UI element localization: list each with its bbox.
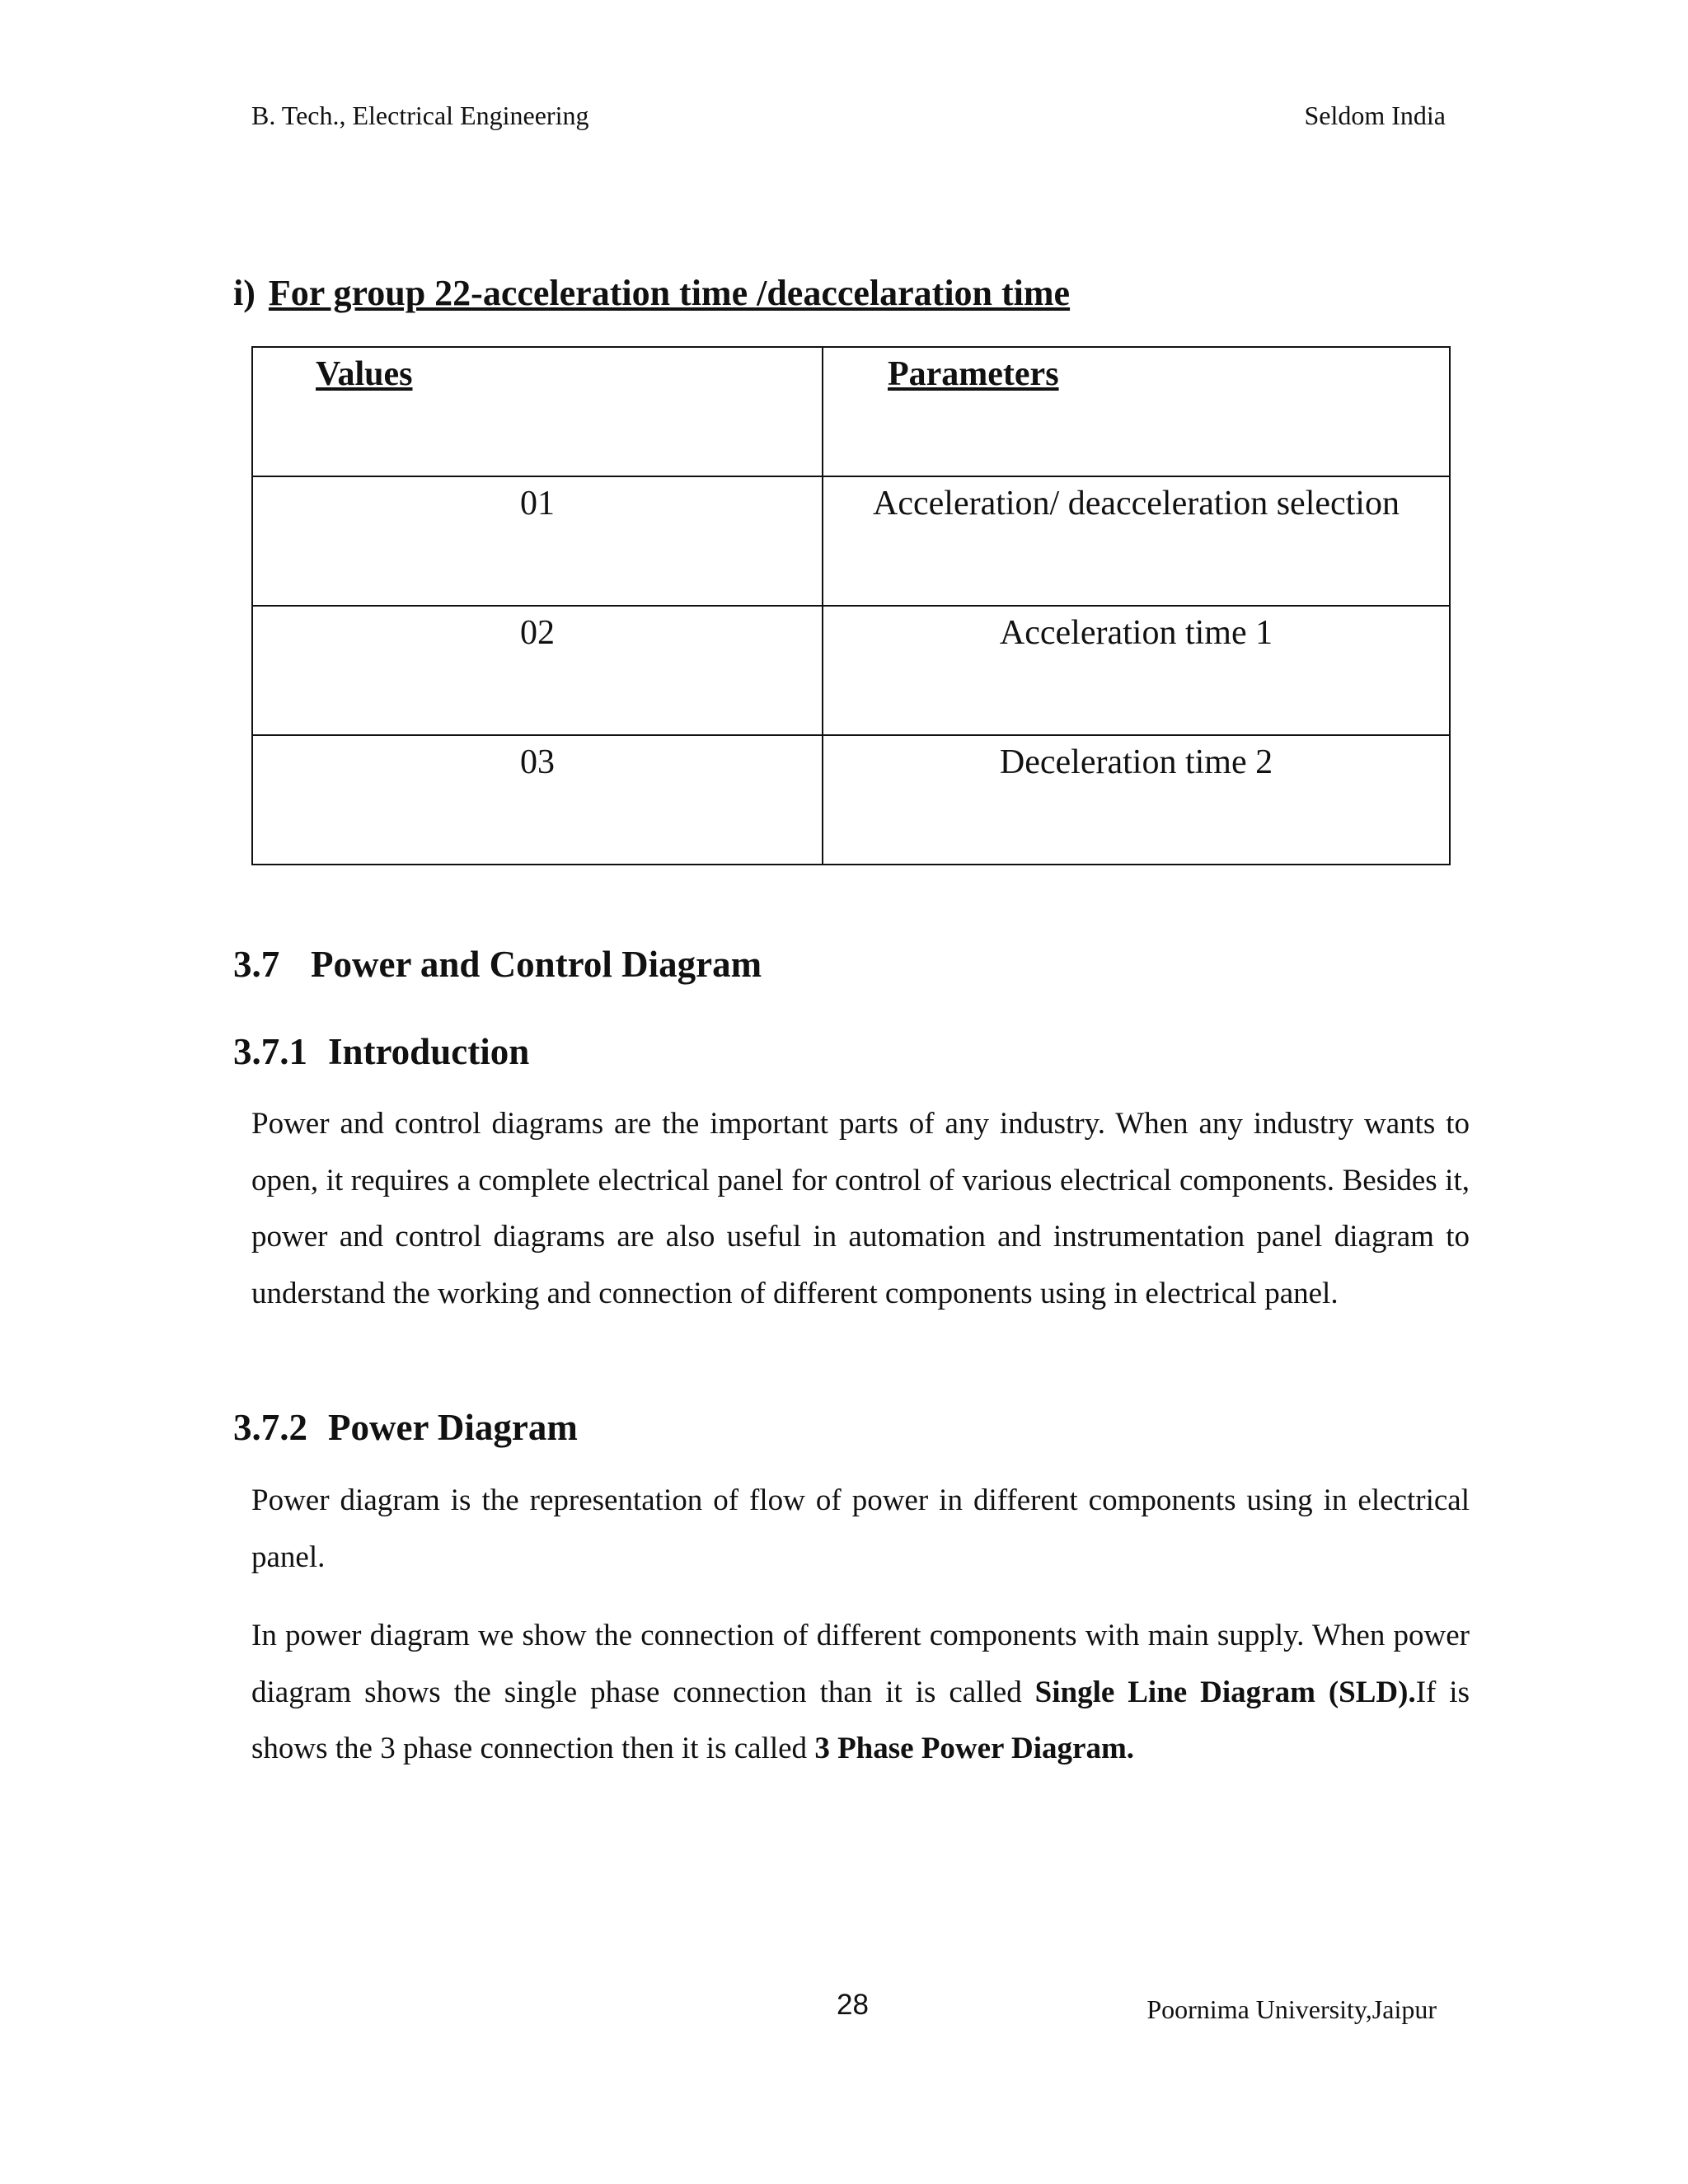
- footer-right: Poornima University,Jaipur: [1146, 1994, 1437, 2024]
- table-header-values: Values: [252, 347, 823, 476]
- section-number: 3.7: [233, 944, 280, 985]
- table-row: [252, 606, 1450, 735]
- table-cell-value: 02: [252, 606, 823, 735]
- page-number: 28: [837, 1989, 869, 2021]
- section-title: Power Diagram: [328, 1407, 578, 1448]
- section-number: 3.7.1: [233, 1031, 307, 1072]
- section-heading-3-7-2: [233, 1406, 578, 1449]
- table-cell-parameter: Deceleration time 2: [823, 735, 1450, 865]
- item-heading: [233, 272, 1070, 314]
- table-cell-value: 01: [252, 476, 823, 606]
- section-heading-3-7-1: [233, 1030, 529, 1073]
- section-title: Power and Control Diagram: [311, 944, 762, 985]
- section-title: Introduction: [328, 1031, 530, 1072]
- paragraph-text: If is shows the 3 phase connection then it is called: [251, 1675, 1470, 1765]
- table-row: [252, 476, 1450, 606]
- power-diagram-paragraph-2: [251, 1608, 1470, 1778]
- table-header-row: [252, 347, 1450, 476]
- item-title: For group 22-acceleration time /deaccelaration time: [268, 273, 1071, 313]
- table-cell-parameter: Acceleration/ deacceleration selection: [823, 476, 1450, 606]
- section-heading-3-7: [233, 943, 762, 986]
- bold-term-3-phase: 3 Phase Power Diagram.: [814, 1732, 1135, 1765]
- item-label: i): [233, 273, 256, 313]
- section-number: 3.7.2: [233, 1407, 307, 1448]
- power-diagram-paragraph-1: Power diagram is the representation of flow of power in different components using in electrical panel.: [251, 1483, 1470, 1574]
- parameters-table: [251, 346, 1451, 865]
- header-left: B. Tech., Electrical Engineering: [251, 101, 589, 130]
- table-header-parameters: Parameters: [823, 347, 1450, 476]
- intro-paragraph: Power and control diagrams are the important parts of any industry. When any industry wants to open, it requires a complete electrical panel for control of various electrical components. Besides it, power and control diagrams are also useful in automation and instrumentation panel diagram to understand the working and connection of different components using in electrical panel.: [251, 1107, 1470, 1310]
- table-row: [252, 735, 1450, 865]
- header-right: Seldom India: [1304, 101, 1446, 130]
- bold-term-sld: Single Line Diagram (SLD).: [1034, 1675, 1416, 1709]
- paragraph-text: In power diagram we show the connection of different components with main supply. When power diagram shows the single phase connection than it is called: [251, 1619, 1470, 1709]
- table-cell-value: 03: [252, 735, 823, 865]
- table-cell-parameter: Acceleration time 1: [823, 606, 1450, 735]
